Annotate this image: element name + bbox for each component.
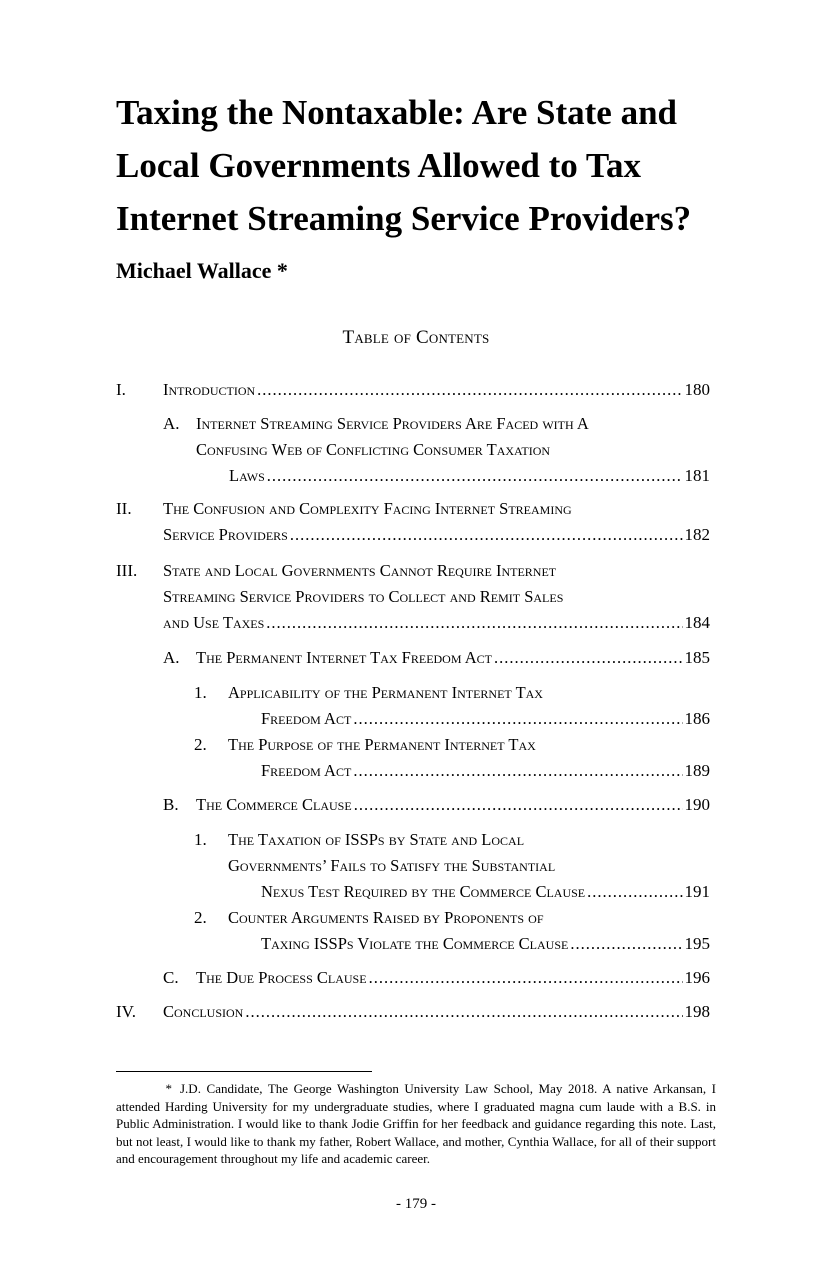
toc-dot-leader [290,522,683,548]
toc-dot-leader [353,758,682,784]
toc-entry-text: Freedom Act [261,709,352,728]
toc-entry-page: 181 [684,466,710,485]
toc-entry-text: Conclusion [163,1002,244,1021]
toc-entry-number: 1. [194,830,207,849]
toc-entry-text: Counter Arguments Raised by Proponents of [228,908,544,927]
toc-entry-number: 2. [194,908,207,927]
toc-entry-lastline [163,522,710,548]
toc-entry-text: Freedom Act [261,761,352,780]
toc-dot-leader [245,999,682,1025]
toc-dot-leader [494,645,683,671]
toc-entry-lastline [261,706,710,732]
toc-entry-text: State and Local Governments Cannot Require Internet [163,561,557,580]
toc-entry-page: 198 [684,1002,710,1021]
toc-dot-leader [267,463,683,489]
toc-dot-leader [257,377,682,403]
article-title [116,86,736,245]
toc-entry-text: Governments’ Fails to Satisfy the Substantial [228,856,556,875]
title-line: Local Governments Allowed to Tax [116,146,642,185]
toc-entry-page: 184 [684,613,710,632]
toc-entry-number: C. [163,968,179,987]
footnote [116,1080,716,1168]
toc-entry-text: Internet Streaming Service Providers Are Faced with A [196,414,589,433]
toc-entry-page: 191 [684,882,710,901]
toc-entry-lastline [261,931,710,957]
toc-entry-number: II. [116,499,132,518]
toc-entry-page: 182 [684,525,710,544]
toc-entry-page: 189 [684,761,710,780]
toc-entry-page: 185 [684,648,710,667]
toc-entry-number: III. [116,561,138,580]
toc-entry-text: The Permanent Internet Tax Freedom Act [196,648,492,667]
toc-entry-page: 186 [684,709,710,728]
toc-entry-text: Nexus Test Required by the Commerce Clause [261,882,586,901]
toc-entry-text: and Use Taxes [163,613,265,632]
toc-entry-text: Service Providers [163,525,288,544]
toc-entry-number: IV. [116,1002,136,1021]
toc-entry-text: The Taxation of ISSPs by State and Local [228,830,525,849]
toc-entry-lastline [196,965,710,991]
toc-entry-lastline [163,999,710,1025]
toc-entry-text: The Due Process Clause [196,968,367,987]
footnote-text: J.D. Candidate, The George Washington University Law School, May 2018. A native Arkansan, I attended Harding University for my undergraduate studies, where I graduated magna cum laude with a B.S. in Public Administration. I would like to thank Jodie Griffin for her feedback and guidance regarding this note. Last, but not least, I would like to thank my father, Robert Wallace, and mother, Cynthia Wallace, for all of their support and encouragement throughout my life and academic career. [116,1081,716,1166]
toc-dot-leader [369,965,683,991]
toc-entry-text: Confusing Web of Conflicting Consumer Taxation [196,440,551,459]
toc-entry-text: Laws [229,466,265,485]
toc-heading: Table of Contents [342,327,490,348]
toc-entry-page: 195 [684,934,710,953]
toc-entry-lastline [196,645,710,671]
toc-dot-leader [353,706,682,732]
page-number: - 179 - [396,1196,436,1212]
toc-entry-text: The Purpose of the Permanent Internet Tax [228,735,536,754]
toc-entry-lastline [163,377,710,403]
toc-entry-lastline [261,879,710,905]
toc-entry-text: The Commerce Clause [196,795,352,814]
author-name: Michael Wallace * [116,258,288,283]
toc-entry-number: A. [163,648,180,667]
toc-entry-lastline [163,610,710,636]
toc-dot-leader [266,610,682,636]
toc-entry-lastline [261,758,710,784]
toc-entry-page: 190 [684,795,710,814]
toc-entry-number: B. [163,795,179,814]
toc-entry-text: Introduction [163,380,256,399]
toc-entry-number: I. [116,380,126,399]
footnote-mark: * [165,1081,172,1096]
toc-entry-number: 1. [194,683,207,702]
title-line: Taxing the Nontaxable: Are State and [116,93,678,132]
toc-entry-text: Applicability of the Permanent Internet Tax [228,683,543,702]
toc-entry-text: Taxing ISSPs Violate the Commerce Clause [261,934,569,953]
toc-entry-page: 180 [684,380,710,399]
toc-entry-number: 2. [194,735,207,754]
toc-dot-leader [354,792,683,818]
toc-entry-page: 196 [684,968,710,987]
toc-entry-text: The Confusion and Complexity Facing Internet Streaming [163,499,572,518]
toc-dot-leader [570,931,682,957]
toc-dot-leader [587,879,682,905]
toc-entry-text: Streaming Service Providers to Collect and Remit Sales [163,587,564,606]
toc-entry-lastline [196,792,710,818]
toc-entry-lastline [229,463,710,489]
toc-entry-number: A. [163,414,180,433]
title-line: Internet Streaming Service Providers? [116,199,692,238]
footnote-rule [116,1071,372,1072]
